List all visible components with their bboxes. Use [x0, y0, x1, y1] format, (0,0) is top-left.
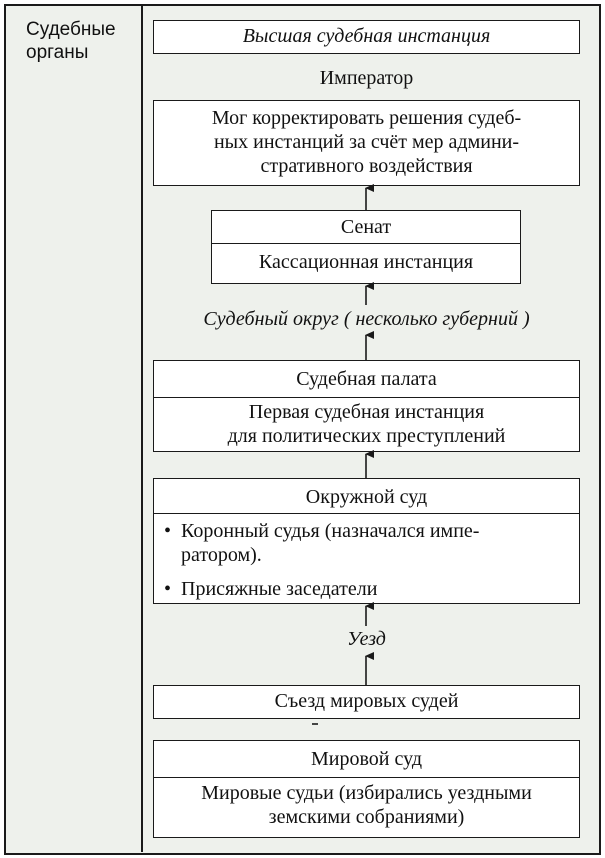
district-court-box — [153, 478, 580, 604]
judicial-chamber-role-line: для политических преступлений — [227, 425, 506, 447]
senate-title: Сенат — [340, 216, 392, 238]
list-item — [154, 577, 579, 601]
list-item-line: Коронный судья (назначался импе- — [181, 520, 480, 542]
emperor-label: Император — [319, 67, 414, 89]
supreme-instance-header: Высшая судебная инстанция — [242, 25, 491, 47]
emperor-text — [154, 101, 579, 178]
justices-congress-title: Съезд мировых судей — [274, 690, 459, 712]
left-column-label: Судебные органы — [26, 19, 116, 63]
bullet: • — [164, 578, 172, 600]
judicial-chamber-title: Судебная палата — [296, 368, 437, 390]
senate-box — [211, 210, 521, 284]
judicial-chamber-box — [153, 360, 580, 452]
bullet: • — [164, 520, 172, 542]
list-item-line: Присяжные заседатели — [181, 578, 378, 600]
judicial-chamber-role — [154, 397, 579, 448]
emperor-text-line: Мог корректировать решения судеб- — [211, 107, 522, 129]
list-item-line: ратором). — [181, 544, 262, 566]
justice-court-role — [154, 777, 579, 829]
justices-congress-box — [153, 685, 580, 719]
emperor-text-line: стративного воздействия — [260, 155, 473, 177]
senate-role: Кассационная инстанция — [212, 243, 520, 282]
justice-court-role-line: земскими собраниями) — [268, 806, 465, 828]
district-court-title: Окружной суд — [305, 486, 428, 508]
left-column — [6, 6, 143, 852]
list-item — [154, 519, 579, 567]
judicial-district-label: Судебный округ ( несколько губерний ) — [203, 308, 530, 330]
judicial-chamber-role-line: Первая судебная инстанция — [248, 401, 485, 423]
supreme-instance-box — [153, 20, 580, 54]
justice-court-role-line: Мировые судьи (избирались уездными — [201, 782, 532, 804]
justice-court-title: Мировой суд — [310, 748, 423, 770]
emperor-box — [153, 100, 580, 186]
justice-court-box — [153, 740, 580, 838]
emperor-text-line: ных инстанций за счёт мер админи- — [213, 131, 520, 153]
uezd-label: Уезд — [347, 628, 386, 650]
district-court-list — [154, 513, 579, 601]
